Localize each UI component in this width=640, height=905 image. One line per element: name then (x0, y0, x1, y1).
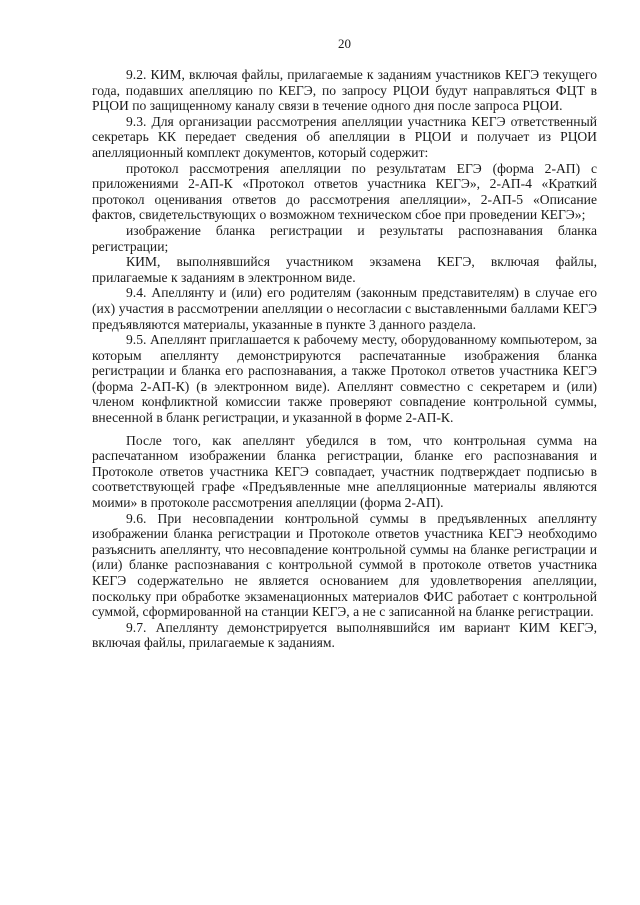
paragraph-9-3: 9.3. Для организации рассмотрения апелляции участника КЕГЭ ответственный секретарь КК передает сведения об апелляции в РЦОИ и получает из РЦОИ апелляционный комплект документов, который содержит: (92, 113, 597, 160)
paragraph-gap (92, 426, 597, 433)
paragraph-9-6: 9.6. При несовпадении контрольной суммы в предъявленных апеллянту изображении бланка регистрации и Протоколе ответов участника КЕГЭ необходимо разъяснить апеллянту, что несовпадение контрольной суммы на бланке регистрации и (или) бланке распознавания с контрольной суммой в протоколе ответов участника КЕГЭ содержательно не является основанием для удовлетворения апелляции, поскольку при обработке экзаменационных материалов ФИС работает с контрольной суммой, сформированной на станции КЕГЭ, а не с записанной на бланке регистрации. (92, 510, 597, 620)
paragraph-9-2: 9.2. КИМ, включая файлы, прилагаемые к заданиям участников КЕГЭ текущего года, подавших апелляцию по КЕГЭ, по запросу РЦОИ будут направляться ФЦТ в РЦОИ по защищенному каналу связи в течение одного дня после запроса РЦОИ. (92, 67, 597, 114)
document-body (92, 67, 597, 651)
list-item-registration-form: изображение бланка регистрации и результаты распознавания бланка регистрации; (92, 222, 597, 254)
paragraph-9-5-continued: После того, как апеллянт убедился в том, что контрольная сумма на распечатанном изображении бланка регистрации, бланке его распознавания и Протоколе ответов участника КЕГЭ совпадает, участник подтверждает подписью в соответствующей графе «Предъявленные мне апелляционные материалы являются моими» в протоколе рассмотрения апелляции (форма 2-АП). (92, 432, 597, 511)
paragraph-9-5: 9.5. Апеллянт приглашается к рабочему месту, оборудованному компьютером, за которым апеллянту демонстрируются распечатанные изображения бланка регистрации и бланка его распознавания, а также Протокол ответов участника КЕГЭ (форма 2-АП-К) (в электронном виде). Апеллянт совместно с секретарем и (или) членом конфликтной комиссии также проверяют совпадение контрольной суммы, внесенной в бланк регистрации, и указанной в форме 2-АП-К. (92, 332, 597, 426)
page-number: 20 (338, 36, 351, 51)
list-item-protocol: протокол рассмотрения апелляции по результатам ЕГЭ (форма 2-АП) с приложениями 2-АП-К «Протокол ответов участника КЕГЭ», 2-АП-4 «Краткий протокол оценивания ответов до рассмотрения апелляции», 2-АП-5 «Описание фактов, свидетельствующих о возможном техническом сбое при проведении КЕГЭ»; (92, 160, 597, 223)
paragraph-9-4: 9.4. Апеллянту и (или) его родителям (законным представителям) в случае его (их) участия в рассмотрении апелляции о несогласии с выставленными баллами КЕГЭ предъявляются материалы, указанные в пункте 3 данного раздела. (92, 285, 597, 332)
list-item-kim: КИМ, выполнявшийся участником экзамена КЕГЭ, включая файлы, прилагаемые к заданиям в электронном виде. (92, 254, 597, 285)
paragraph-9-7: 9.7. Апеллянту демонстрируется выполнявшийся им вариант КИМ КЕГЭ, включая файлы, прилагаемые к заданиям. (92, 619, 597, 651)
